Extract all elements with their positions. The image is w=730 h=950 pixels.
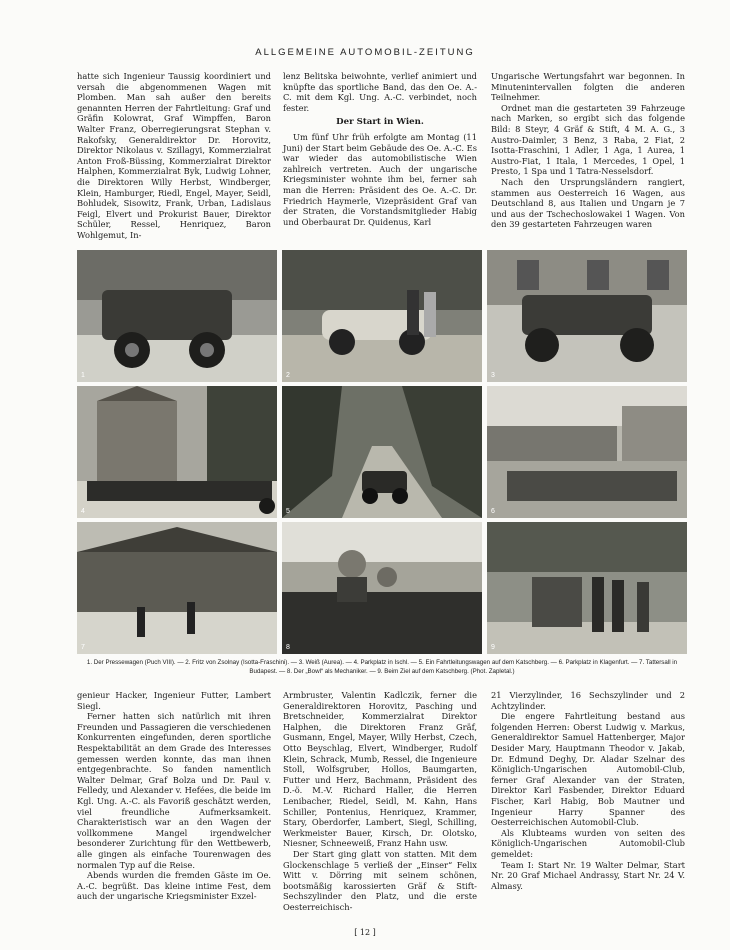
top-column-3	[491, 71, 685, 230]
paragraph: genieur Hacker, Ingenieur Futter, Lambert Siegl.	[77, 690, 271, 711]
paragraph: Als Klubteams wurden von seiten des Königlich-Ungarischen Automobil-Club gemeldet:	[491, 827, 685, 859]
paragraph: Armbruster, Valentin Kadlczik, ferner die Generaldirektoren Horovitz, Pasching und Bretschneider, Kommerzialrat Direktor Halphen, die Direktoren Franz Gräf, Gusmann, Engel, Mayer, Willy Herbst, Czech, Otto Beyschlag, Elvert, Windberger, Rudolf Klein, Schrack, Mumb, Ressel, die Ingenieure Stoll, Wolfsgruber, Hollos, Baumgarten, Futter und Herz, Bachmann, Präsident des D.-ö. M.-V. Richard Haller, die Herren Lenibacher, Riedel, Seidl, M. Kahn, Hans Schiller, Pontenius, Henriquez, Krammer, Stary, Oberdorfer, Lambert, Siegl, Schilling, Werkmeister Bauer, Kirsch, Dr. Olotsko, Niesner, Schneeweiß, Franz Hahn usw.	[283, 690, 477, 849]
photo-number: 1	[81, 372, 85, 379]
paragraph: Ferner hatten sich natürlich mit ihren Freunden und Passagieren die verschiedenen Konkurrenten eingefunden, deren sportliche Respektabilität an dem Grade des Interesses gemessen werden konnte, das man ihnen entgegenbrachte. So fanden namentlich Walter Delmar, Graf Bolza und Dr. Paul v. Felledy, und Alexander v. Hefées, die beide im Kgl. Ung. A.-C. als Favoriß geschätzt werden, viel freundliche Aufmerksamkeit. Charakteristisch war an den Wagen der vollkommene Mangel irgendwelcher besonderer Zurichtung für den Wettbewerb, alle gingen als einfache Tourenwagen des normalen Typ auf die Reise.	[77, 711, 271, 870]
photo-number: 4	[81, 508, 85, 515]
bottom-column-3	[491, 690, 685, 891]
photo-number: 5	[286, 508, 290, 515]
photo-number: 3	[491, 372, 495, 379]
photo-katschberg-car	[282, 386, 482, 518]
photo-press-car	[77, 250, 277, 382]
photo-number: 8	[286, 644, 290, 651]
top-column-2	[283, 71, 477, 227]
photo-tattersall-budapest	[77, 522, 277, 654]
photo-grid	[77, 250, 687, 655]
page-number: [ 12 ]	[354, 928, 376, 937]
photo-isotta-fraschini	[282, 250, 482, 382]
photo-parking-ischl	[77, 386, 277, 518]
paragraph: lenz Belitska beiwohnte, verlief animiert und knüpfte das sportliche Band, das den Oe. A.-C. mit dem Kgl. Ung. A.-C. verbindet, noch fester.	[283, 71, 477, 113]
bottom-column-1	[77, 690, 271, 902]
photo-number: 9	[491, 644, 495, 651]
paragraph: Ordnet man die gestarteten 39 Fahrzeuge nach Marken, so ergibt sich das folgende Bild: 8 Steyr, 4 Gräf & Stift, 4 M. A. G., 3 Austro-Daimler, 3 Benz, 3 Raba, 2 Fiat, 2 Isotta-Fraschini, 1 Adler, 1 Aga, 1 Aurea, 1 Austro-Fiat, 1 Itala, 1 Mercedes, 1 Opel, 1 Presto, 1 Spa und 1 Tatra-Nesselsdorf.	[491, 102, 685, 177]
paragraph: Ungarische Wertungsfahrt war begonnen. In Minutenintervallen folgten die anderen Teilnehmer.	[491, 71, 685, 103]
top-column-1	[77, 71, 271, 241]
photo-finish-katschberg	[487, 522, 687, 654]
photo-aurea	[487, 250, 687, 382]
photo-number: 7	[81, 644, 85, 651]
photo-number: 6	[491, 508, 495, 515]
photo-number: 2	[286, 372, 290, 379]
photo-caption: 1. Der Pressewagen (Puch VIII). — 2. Fritz von Zsolnay (Isotta-Fraschini). — 3. Weiß (Aurea). — 4. Parkplatz in Ischl. — 5. Ein Fahrtleitungswagen auf dem Katschberg. — 6. Parkplatz in Klagenfurt. — 7. Tattersall in Budapest. — 8. Der „Bowl“ als Mechaniker. — 9. Beim Ziel auf dem Katschberg. (Phot. Zapletal.)	[86, 659, 678, 675]
section-heading: Der Start in Wien.	[336, 117, 424, 128]
paragraph: Um fünf Uhr früh erfolgte am Montag (11 Juni) der Start beim Gebäude des Oe. A.-C. Es war wieder das automobilistische Wien zahlreich vertreten. Auch der ungarische Kriegsminister wohnte ihm bei, ferner sah man die Herren: Präsident des Oe. A.-C. Dr. Friedrich Haymerle, Vizepräsident Graf van der Straten, die Vorstandsmitglieder Habig und Oberbaurat Dr. Quidenus, Karl	[283, 131, 477, 227]
photo-parking-klagenfurt	[487, 386, 687, 518]
paragraph: Nach den Ursprungsländern rangiert, stammen aus Oesterreich 16 Wagen, aus Deutschland 8, aus Italien und Ungarn je 7 und aus der Tschechoslowakei 1 Wagen. Von den 39 gestarteten Fahrzeugen waren	[491, 176, 685, 230]
paragraph: Abends wurden die fremden Gäste im Oe. A.-C. begrüßt. Das kleine intime Fest, dem auch der ungarische Kriegsminister Exzel-	[77, 870, 271, 902]
bottom-column-2	[283, 690, 477, 912]
running-header: ALLGEMEINE AUTOMOBIL-ZEITUNG	[255, 47, 475, 58]
paragraph: Der Start ging glatt von statten. Mit dem Glockenschlage 5 verließ der „Einser“ Felix Witt v. Dörring mit seinem schönen, bootsmäßig karossierten Gräf & Stift-Sechszylinder den Platz, und die erste Oesterreichisch-	[283, 848, 477, 912]
paragraph: hatte sich Ingenieur Taussig koordiniert und versah die abgenommenen Wagen mit Plomben. Man sah außer den bereits genannten Herren der Fahrtleitung: Graf und Gräfin Kolowrat, Graf Wimpffen, Baron Walter Franz, Oberregierungsrat Stephan v. Rakofsky, Generaldirektor Dr. Horovitz, Direktor Nikolaus v. Szillagyi, Kommerzialrat Anton Froß-Büssing, Kommerzialrat Direktor Halphen, Kommerzialrat Byk, Ludwig Lohner, die Direktoren Willy Herbst, Windberger, Klein, Hamburger, Riedl, Engel, Mayer, Seidl, Bohludek, Sisowitz, Frank, Urban, Ladislaus Feigl, Elvert und Prokurist Bauer, Direktor Schüler, Ressel, Henriquez, Baron Wohlgemut, In-	[77, 71, 271, 240]
paragraph: Team I: Start Nr. 19 Walter Delmar, Start Nr. 20 Graf Michael Andrassy, Start Nr. 24 V. Almasy.	[491, 859, 685, 891]
paragraph: 21 Vierzylinder, 16 Sechszylinder und 2 Achtzylinder.	[491, 690, 685, 711]
paragraph: Die engere Fahrtleitung bestand aus folgenden Herren: Oberst Ludwig v. Markus, Generaldirektor Samuel Hattenberger, Major Desider Mary, Hauptmann Theodor v. Jakab, Dr. Edmund Deghy, Dr. Aladar Szelnar des Königlich-Ungarischen Automobil-Club, ferner Graf Alexander van der Straten, Direktor Karl Fasbender, Direktor Eduard Fischer, Karl Habig, Bob Mautner und Ingenieur Harry Spanner des Oesterreichischen Automobil-Club.	[491, 711, 685, 828]
photo-mechanic	[282, 522, 482, 654]
